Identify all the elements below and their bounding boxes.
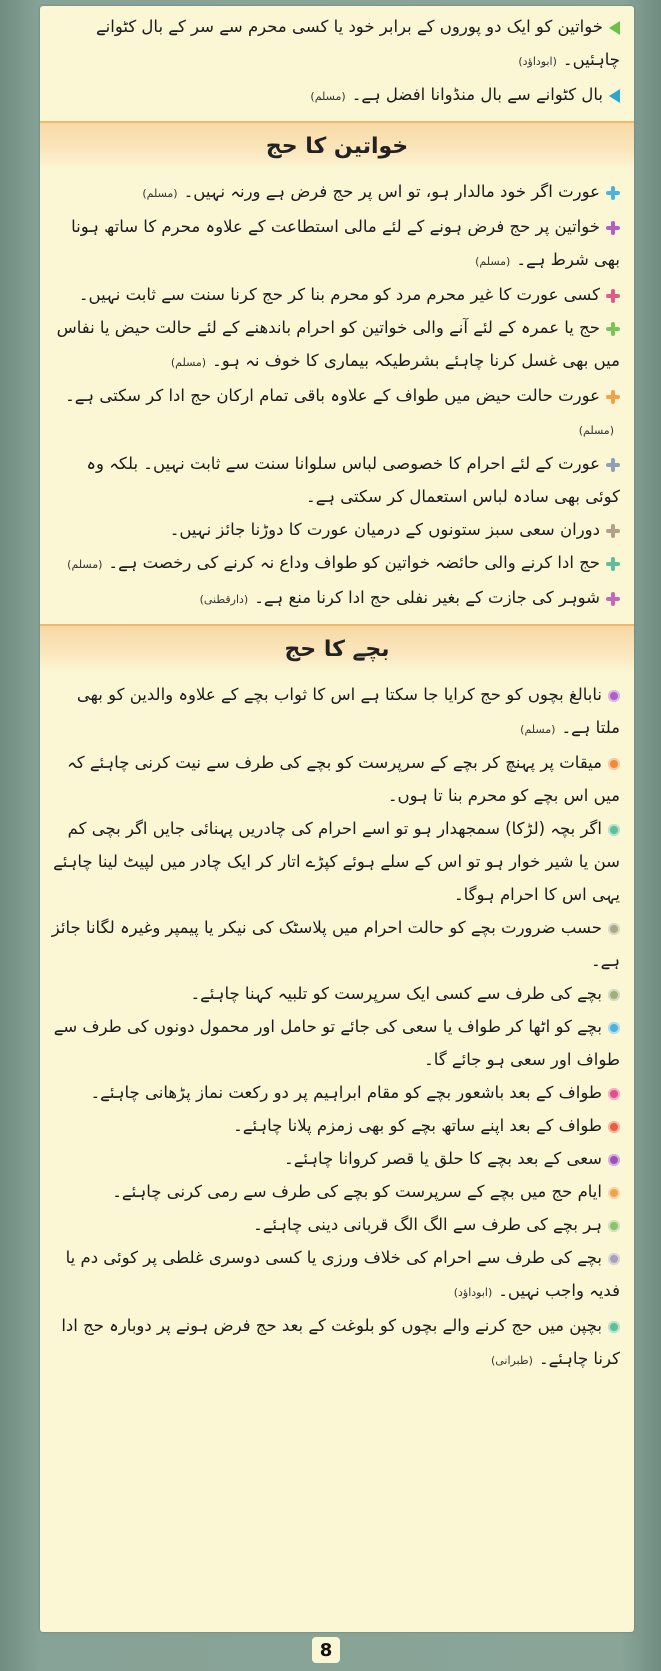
children-hajj-list bbox=[40, 678, 634, 1377]
star-bullet-icon bbox=[606, 322, 620, 336]
dot-bullet-icon bbox=[608, 1220, 620, 1232]
star-bullet-icon bbox=[606, 458, 620, 472]
item-text: نابالغ بچوں کو حج کرایا جا سکتا ہے اس کا ثواب بچے کے علاوہ والدین کو بھی ملتا ہے۔ bbox=[76, 685, 620, 737]
dot-bullet-icon bbox=[608, 690, 620, 702]
list-item bbox=[40, 1010, 634, 1076]
item-text: بچے کی طرف سے کسی ایک سرپرست کو تلبیہ کہنا چاہئے۔ bbox=[190, 984, 602, 1003]
item-text: عورت اگر خود مالدار ہو، تو اس پر حج فرض ہے ورنہ نہیں۔ bbox=[183, 182, 600, 201]
dot-bullet-icon bbox=[608, 1022, 620, 1034]
citation: (دارقطنی) bbox=[199, 593, 249, 606]
section-heading-children: بچے کا حج bbox=[40, 624, 634, 672]
item-text: اگر بچہ (لڑکا) سمجھدار ہو تو اسے احرام کی چادریں پہنائی جایں اگر بچی کم سن یا شیر خوار ہو تو اس کے سلے ہوئے کپڑے اتار کر ایک چادر میں لپیٹ لینا چاہئے یہی اس کا احرام ہوگا۔ bbox=[53, 819, 620, 904]
citation: (مسلم) bbox=[475, 255, 511, 268]
list-item bbox=[40, 447, 634, 513]
list-item bbox=[40, 911, 634, 977]
item-text: عورت کے لئے احرام کا خصوصی لباس سلوانا سنت سے ثابت نہیں۔ بلکہ وہ کوئی بھی سادہ لباس استعمال کر سکتی ہے۔ bbox=[86, 454, 620, 506]
item-text: سعی کے بعد بچے کا حلق یا قصر کروانا چاہئے۔ bbox=[284, 1149, 602, 1168]
item-text: حج ادا کرنے والی حائضہ خواتین کو طواف وداع نہ کرنے کی رخصت ہے۔ bbox=[108, 553, 600, 572]
item-text: ایام حج میں بچے کے سرپرست کو بچے کی طرف سے رمی کرنی چاہئے۔ bbox=[112, 1182, 602, 1201]
women-hajj-list bbox=[40, 175, 634, 616]
star-bullet-icon bbox=[606, 557, 620, 571]
dot-bullet-icon bbox=[608, 1321, 620, 1333]
citation: (مسلم) bbox=[520, 723, 556, 736]
item-text: میقات پر پہنچ کر بچے کے سرپرست کو بچے کی طرف سے نیت کرنی چاہئے کہ میں اس بچے کو محرم بنا تا ہوں۔ bbox=[67, 753, 620, 805]
citation: (مسلم) bbox=[67, 558, 103, 571]
item-text: شوہر کی جازت کے بغیر نفلی حج ادا کرنا منع ہے۔ bbox=[254, 588, 600, 607]
list-item bbox=[40, 1076, 634, 1109]
item-text: ہر بچے کی طرف سے الگ الگ قربانی دینی چاہئے۔ bbox=[253, 1215, 602, 1234]
content-card bbox=[40, 6, 634, 1632]
list-item bbox=[40, 1241, 634, 1309]
triangle-bullet-icon bbox=[609, 21, 620, 35]
list-item bbox=[40, 175, 634, 210]
item-text: طواف کے بعد باشعور بچے کو مقام ابراہیم پر دو رکعت نماز پڑھانی چاہئے۔ bbox=[90, 1083, 602, 1102]
star-bullet-icon bbox=[606, 524, 620, 538]
dot-bullet-icon bbox=[608, 758, 620, 770]
list-item bbox=[40, 581, 634, 616]
triangle-bullet-icon bbox=[609, 89, 620, 103]
star-bullet-icon bbox=[606, 221, 620, 235]
list-item bbox=[40, 812, 634, 911]
list-item bbox=[40, 1309, 634, 1377]
star-bullet-icon bbox=[606, 592, 620, 606]
item-text: بچے کی طرف سے احرام کی خلاف ورزی یا کسی دوسری غلطی پر کوئی دم یا فدیہ واجب نہیں۔ bbox=[65, 1248, 620, 1300]
list-item bbox=[40, 379, 634, 447]
citation: (مسلم) bbox=[578, 424, 614, 437]
list-item: بال کٹوانے سے بال منڈوانا افضل ہے۔(مسلم) bbox=[40, 78, 634, 113]
page-number: 8 bbox=[312, 1637, 340, 1663]
item-text: خواتین پر حج فرض ہونے کے لئے مالی استطاعت کے علاوہ محرم کا ساتھ ہونا بھی شرط ہے۔ bbox=[71, 217, 620, 269]
item-text: بچپن میں حج کرنے والے بچوں کو بلوغت کے بعد حج فرض ہونے پر دوبارہ حج ادا کرنا چاہئے۔ bbox=[61, 1316, 620, 1368]
star-bullet-icon bbox=[606, 390, 620, 404]
list-item bbox=[40, 210, 634, 278]
star-bullet-icon bbox=[606, 289, 620, 303]
list-item bbox=[40, 1109, 634, 1142]
list-item bbox=[40, 977, 634, 1010]
dot-bullet-icon bbox=[608, 1088, 620, 1100]
citation: (مسلم) bbox=[170, 356, 207, 369]
dot-bullet-icon bbox=[608, 989, 620, 1001]
item-text: حسب ضرورت بچے کو حالت احرام میں پلاسٹک کی نیکر یا پیمپر وغیرہ لگانا جائز ہے۔ bbox=[51, 918, 620, 970]
list-item bbox=[40, 546, 634, 581]
citation: (طبرانی) bbox=[490, 1354, 533, 1367]
list-item bbox=[40, 1175, 634, 1208]
list-item bbox=[40, 1208, 634, 1241]
list-item bbox=[40, 678, 634, 746]
item-text: عورت حالت حیض میں طواف کے علاوہ باقی تمام ارکان حج ادا کر سکتی ہے۔ bbox=[65, 386, 600, 405]
item-text: حج یا عمرہ کے لئے آنے والی خواتین کو احرام باندھنے کے لئے حالت حیض یا نفاس میں بھی غسل کرنا چاہئے بشرطیکہ بیماری کا خوف نہ ہو۔ bbox=[56, 318, 620, 370]
list-item: خواتین کو ایک دو پوروں کے برابر خود یا کسی محرم سے سر کے بال کٹوانے چاہئیں۔(ابوداؤد) bbox=[95, 17, 620, 69]
list-item bbox=[40, 278, 634, 311]
item-text: کسی عورت کا غیر محرم مرد کو محرم بنا کر حج کرنا سنت سے ثابت نہیں۔ bbox=[78, 285, 600, 304]
dot-bullet-icon bbox=[608, 1253, 620, 1265]
dot-bullet-icon bbox=[608, 1154, 620, 1166]
list-item bbox=[40, 746, 634, 812]
item-text: دوران سعی سبز ستونوں کے درمیان عورت کا دوڑنا جائز نہیں۔ bbox=[169, 520, 600, 539]
section-heading-women: خواتین کا حج bbox=[40, 121, 634, 169]
dot-bullet-icon bbox=[608, 1121, 620, 1133]
citation: (ابوداؤد) bbox=[453, 1286, 493, 1299]
citation: (مسلم) bbox=[142, 187, 178, 200]
dot-bullet-icon bbox=[608, 923, 620, 935]
top-section bbox=[40, 6, 634, 113]
item-text: طواف کے بعد اپنے ساتھ بچے کو بھی زمزم پلانا چاہئے۔ bbox=[233, 1116, 602, 1135]
dot-bullet-icon bbox=[608, 1187, 620, 1199]
item-text: بچے کو اٹھا کر طواف یا سعی کی جائے تو حامل اور محمول دونوں کی طرف سے طواف اور سعی ہو جائے گا۔ bbox=[53, 1017, 620, 1069]
dot-bullet-icon bbox=[608, 824, 620, 836]
star-bullet-icon bbox=[606, 186, 620, 200]
list-item bbox=[40, 513, 634, 546]
list-item bbox=[40, 311, 634, 379]
list-item bbox=[40, 1142, 634, 1175]
